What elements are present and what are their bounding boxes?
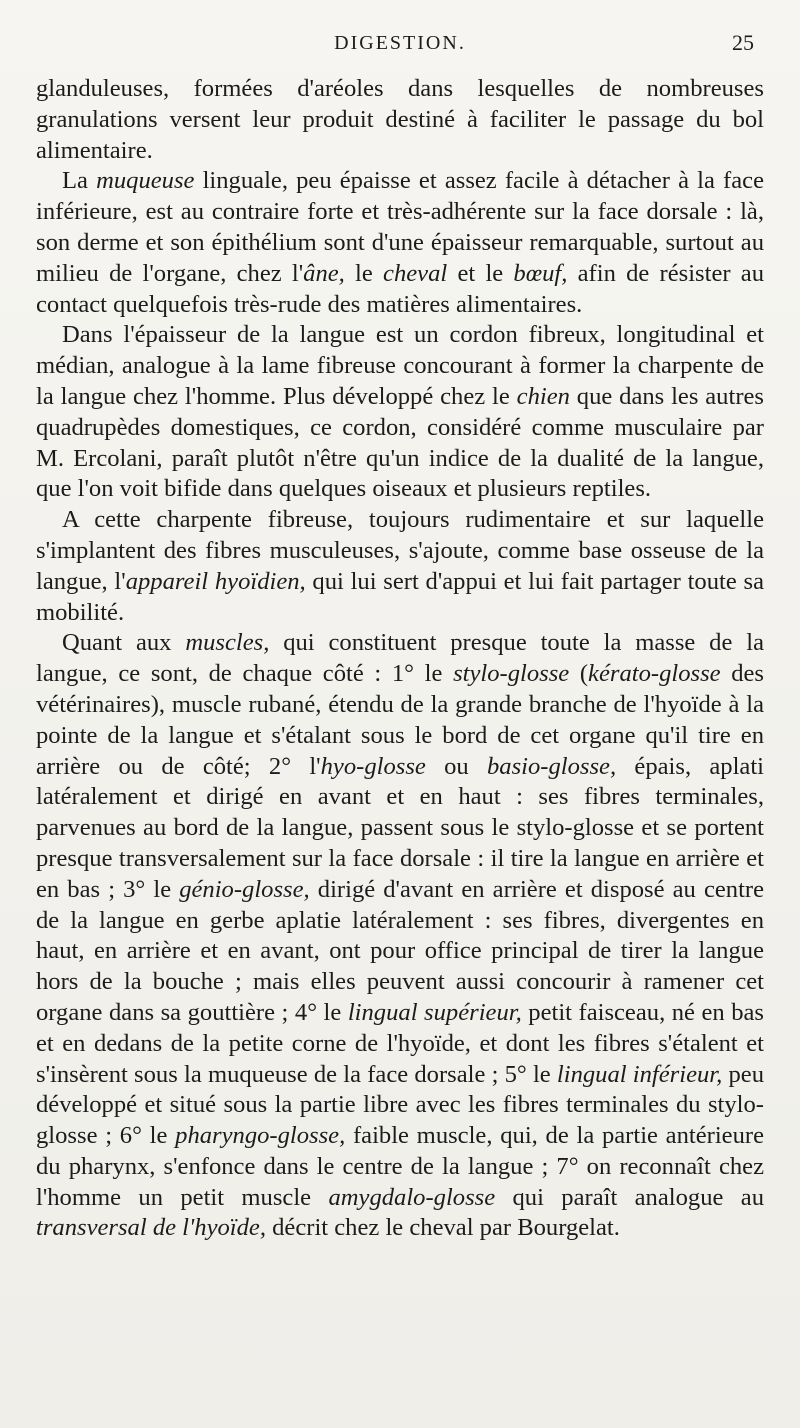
italic-term: âne,: [303, 259, 345, 287]
italic-term: basio-glosse,: [487, 752, 617, 780]
text-run: des vétérinaires), muscle rubané, étendu de la grande branche de l'hyoïde à la pointe de la langue et s'étalant sous le bord de cet organe qu'il tire en arrière ou de côté; 2° l': [36, 660, 764, 780]
paragraph: [36, 505, 764, 628]
paragraph: [36, 166, 764, 320]
text-run: qui paraît analogue au: [495, 1183, 764, 1211]
italic-term: bœuf,: [513, 259, 568, 287]
text-run: (: [569, 660, 589, 688]
running-title: DIGESTION.: [334, 32, 466, 54]
text-run: Dans l'épaisseur de la langue est un cordon fibreux, longitudinal et médian, analogue à la lame fibreuse concourant à former la charpente de la langue chez l'homme. Plus développé chez le: [36, 321, 764, 410]
text-run: linguale, peu épaisse et assez facile à détacher à la face inférieure, est au contraire forte et très-adhérente sur la face dorsale : là, son derme et son épithélium sont d'une épaisseur remarquable, surtout au milieu de l'organe, chez l': [36, 167, 764, 287]
text-run: peu développé et situé sous la partie libre avec les fibres terminales du stylo-glosse ; 6° le: [36, 1060, 764, 1150]
text-run: ou: [425, 752, 487, 780]
text-run: le: [344, 259, 384, 287]
italic-term: lingual supérieur,: [347, 998, 522, 1026]
text-run: faible muscle, qui, de la partie antérieure du pharynx, s'enfonce dans le centre de la langue ; 7° on reconnaît chez l'homme un petit muscle: [36, 1122, 764, 1211]
text-run: que dans les autres quadrupèdes domestiques, ce cordon, considéré comme musculaire par M. Ercolani, paraît plutôt n'être qu'un indice de la dualité de la langue, que l'on voit bifide dans quelques oiseaux et plusieurs reptiles.: [36, 382, 764, 503]
text-run: et le: [447, 259, 514, 287]
text-run: épais, aplati latéralement et dirigé en avant et en haut : ses fibres terminales, parvenues au bord de la langue, passent sous le stylo-glosse et se portent presque transversalement sur la face dorsale : il tire la langue en arrière et en bas ; 3° le: [36, 752, 765, 903]
text-run: qui lui sert d'appui et lui fait partager toute sa mobilité.: [36, 567, 764, 626]
body-text: [36, 74, 764, 1244]
italic-term: hyo-glosse: [320, 752, 426, 780]
text-run: décrit chez le cheval par Bourgelat.: [265, 1214, 620, 1242]
italic-term: appareil hyoïdien,: [125, 567, 306, 595]
text-run: petit faisceau, né en bas et en dedans de la petite corne de l'hyoïde, et dont les fibres s'étalent et s'insèrent sous la muqueuse de la face dorsale ; 5° le: [36, 998, 764, 1088]
page-header: [0, 30, 800, 60]
paragraph: [36, 628, 764, 1244]
text-run: afin de résister au contact quelquefois très-rude des matières alimentaires.: [36, 259, 764, 318]
text-run: qui constituent presque toute la masse de la langue, ce sont, de chaque côté : 1° le: [36, 629, 764, 688]
text-run: glanduleuses, formées d'aréoles dans lesquelles de nombreuses granulations versent leur produit destiné à faciliter le passage du bol alimentaire.: [36, 75, 764, 164]
paragraph: [36, 320, 764, 505]
italic-term: cheval: [383, 259, 448, 287]
italic-term: kérato-glosse: [588, 660, 721, 688]
italic-term: génio-glosse,: [179, 875, 310, 903]
italic-term: amygdalo-glosse: [328, 1183, 496, 1211]
text-run: dirigé d'avant en arrière et disposé au centre de la langue en gerbe aplatie latéralement : ses fibres, divergentes en haut, en arrière et en avant, ont pour office principal de tirer la langue hors de la bouche ; mais elles peuvent aussi concourir à ramener cet organe dans sa gouttière ; 4° le: [36, 875, 765, 1026]
italic-term: muscles,: [185, 629, 270, 657]
italic-term: transversal de l'hyoïde,: [36, 1214, 266, 1242]
italic-term: chien: [516, 382, 570, 410]
paragraph: [36, 74, 764, 166]
italic-term: lingual inférieur,: [556, 1060, 723, 1088]
page-number: 25: [732, 30, 754, 55]
text-run: A cette charpente fibreuse, toujours rudimentaire et sur laquelle s'implantent des fibres musculeuses, s'ajoute, comme base osseuse de la langue, l': [36, 506, 764, 595]
text-run: Quant aux: [62, 629, 186, 657]
italic-term: stylo-glosse: [453, 660, 570, 688]
italic-term: muqueuse: [96, 167, 195, 195]
italic-term: pharyngo-glosse,: [175, 1122, 346, 1150]
text-run: La: [62, 167, 97, 195]
